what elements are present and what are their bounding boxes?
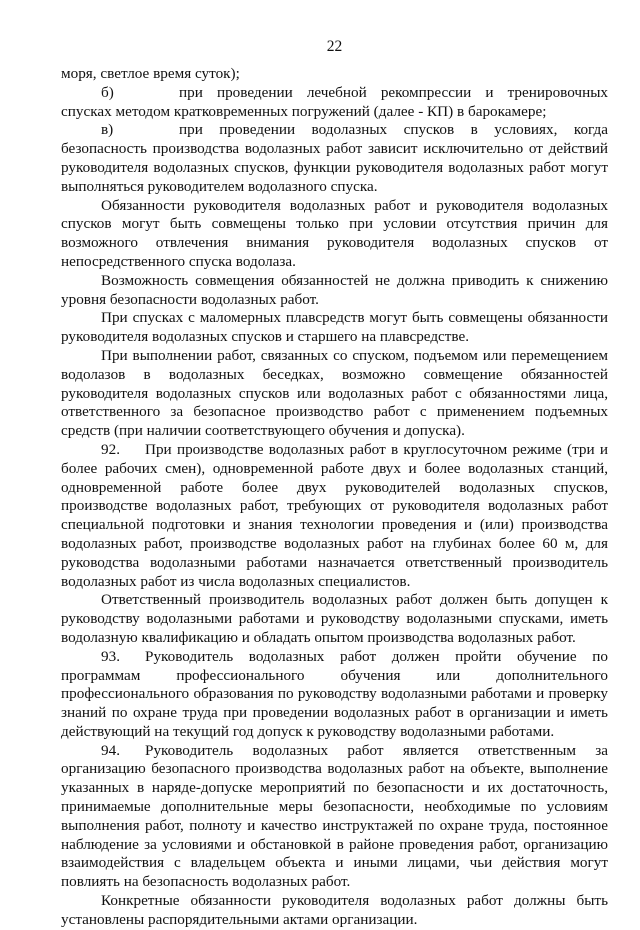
list-marker-v: в) [101,121,114,139]
list-marker-b: б) [101,83,114,101]
paragraph-92-text: При производстве водолазных работ в круглосуточном режиме (три и более рабочих смен), одновременной работе двух и более водолазных станций, одновременной работе более двух руководителей водолазных спусков, производстве водолазных работ, требующих от руководителя водолазных работ специальной подготовки и знания технологии проведения и (или) производства водолазных работ, производстве водолазных работ на глубинах более 60 м, для руководства водолазными работами назначается ответственный производитель водолазных работ из числа водолазных специалистов. [61,440,608,590]
paragraph-93 [61,648,608,742]
paragraph-92 [61,441,608,591]
section-number-94: 94. [101,741,120,759]
paragraph-item-b [61,84,608,122]
paragraph-lifting-means: При выполнении работ, связанных со спуском, подъемом или перемещением водолазов в водолазных беседках, возможно совмещение обязанностей руководителя водолазных спусков или водолазных работ с обязанностями лица, ответственного за безопасное производство работ с применением подъемных средств (при наличии соответствующего обучения и допуска). [61,346,608,440]
paragraph-small-vessels: При спусках с маломерных плавсредств могут быть совмещены обязанности руководителя водолазных спусков и старшего на плавсредстве. [61,309,608,346]
paragraph-93-text: Руководитель водолазных работ должен пройти обучение по программам профессионального обучения или дополнительного профессионального образования по руководству водолазными работами и проверку знаний по охране труда при проведении водолазных работ в организации и иметь действующий на текущий год допуск к руководству водолазными работами. [61,647,608,740]
paragraph-responsible-producer: Ответственный производитель водолазных работ должен быть допущен к руководству водолазными работами и руководству водолазными спусками, иметь водолазную квалификацию и обладать опытом производства водолазных работ. [61,591,608,646]
paragraph-safety-level: Возможность совмещения обязанностей не должна приводить к снижению уровня безопасности водолазных работ. [61,271,608,308]
section-number-93: 93. [101,647,120,665]
paragraph-continuation: моря, светлое время суток); [61,65,240,82]
section-number-92: 92. [101,440,120,458]
paragraph-94 [61,742,608,892]
paragraph-item-v [61,121,608,196]
paragraph-specific-duties: Конкретные обязанности руководителя водолазных работ должны быть установлены распорядительными актами организации. [61,892,608,928]
paragraph-item-b-text: при проведении лечебной рекомпрессии и тренировочных спусках методом кратковременных погружений (далее - КП) в барокамере; [61,83,608,120]
page-number: 22 [326,38,343,55]
paragraph-item-v-text: при проведении водолазных спусков в условиях, когда безопасность производства водолазных работ зависит исключительно от действий руководителя водолазных спусков, функции руководителя водолазных работ могут выполняться руководителем водолазного спуска. [61,121,608,195]
paragraph-duties-combination: Обязанности руководителя водолазных работ и руководителя водолазных спусков могут быть совмещены только при условии отсутствия причин для возможного отвлечения внимания руководителя водолазных спусков от непосредственного спуска водолаза. [61,196,608,270]
paragraph-94-text: Руководитель водолазных работ является ответственным за организацию безопасного производства водолазных работ на объекте, выполнение указанных в наряде-допуске мероприятий по безопасности и их достаточность, принимаемые дополнительные меры безопасности, необходимые по условиям выполнения работ, полноту и качество инструктажей по охране труда, постоянное наблюдение за условиями и обстановкой в районе проведения работ, организацию взаимодействия с владельцем объекта и иными лицами, чьи действия могут повлиять на безопасность водолазных работ. [61,741,608,891]
